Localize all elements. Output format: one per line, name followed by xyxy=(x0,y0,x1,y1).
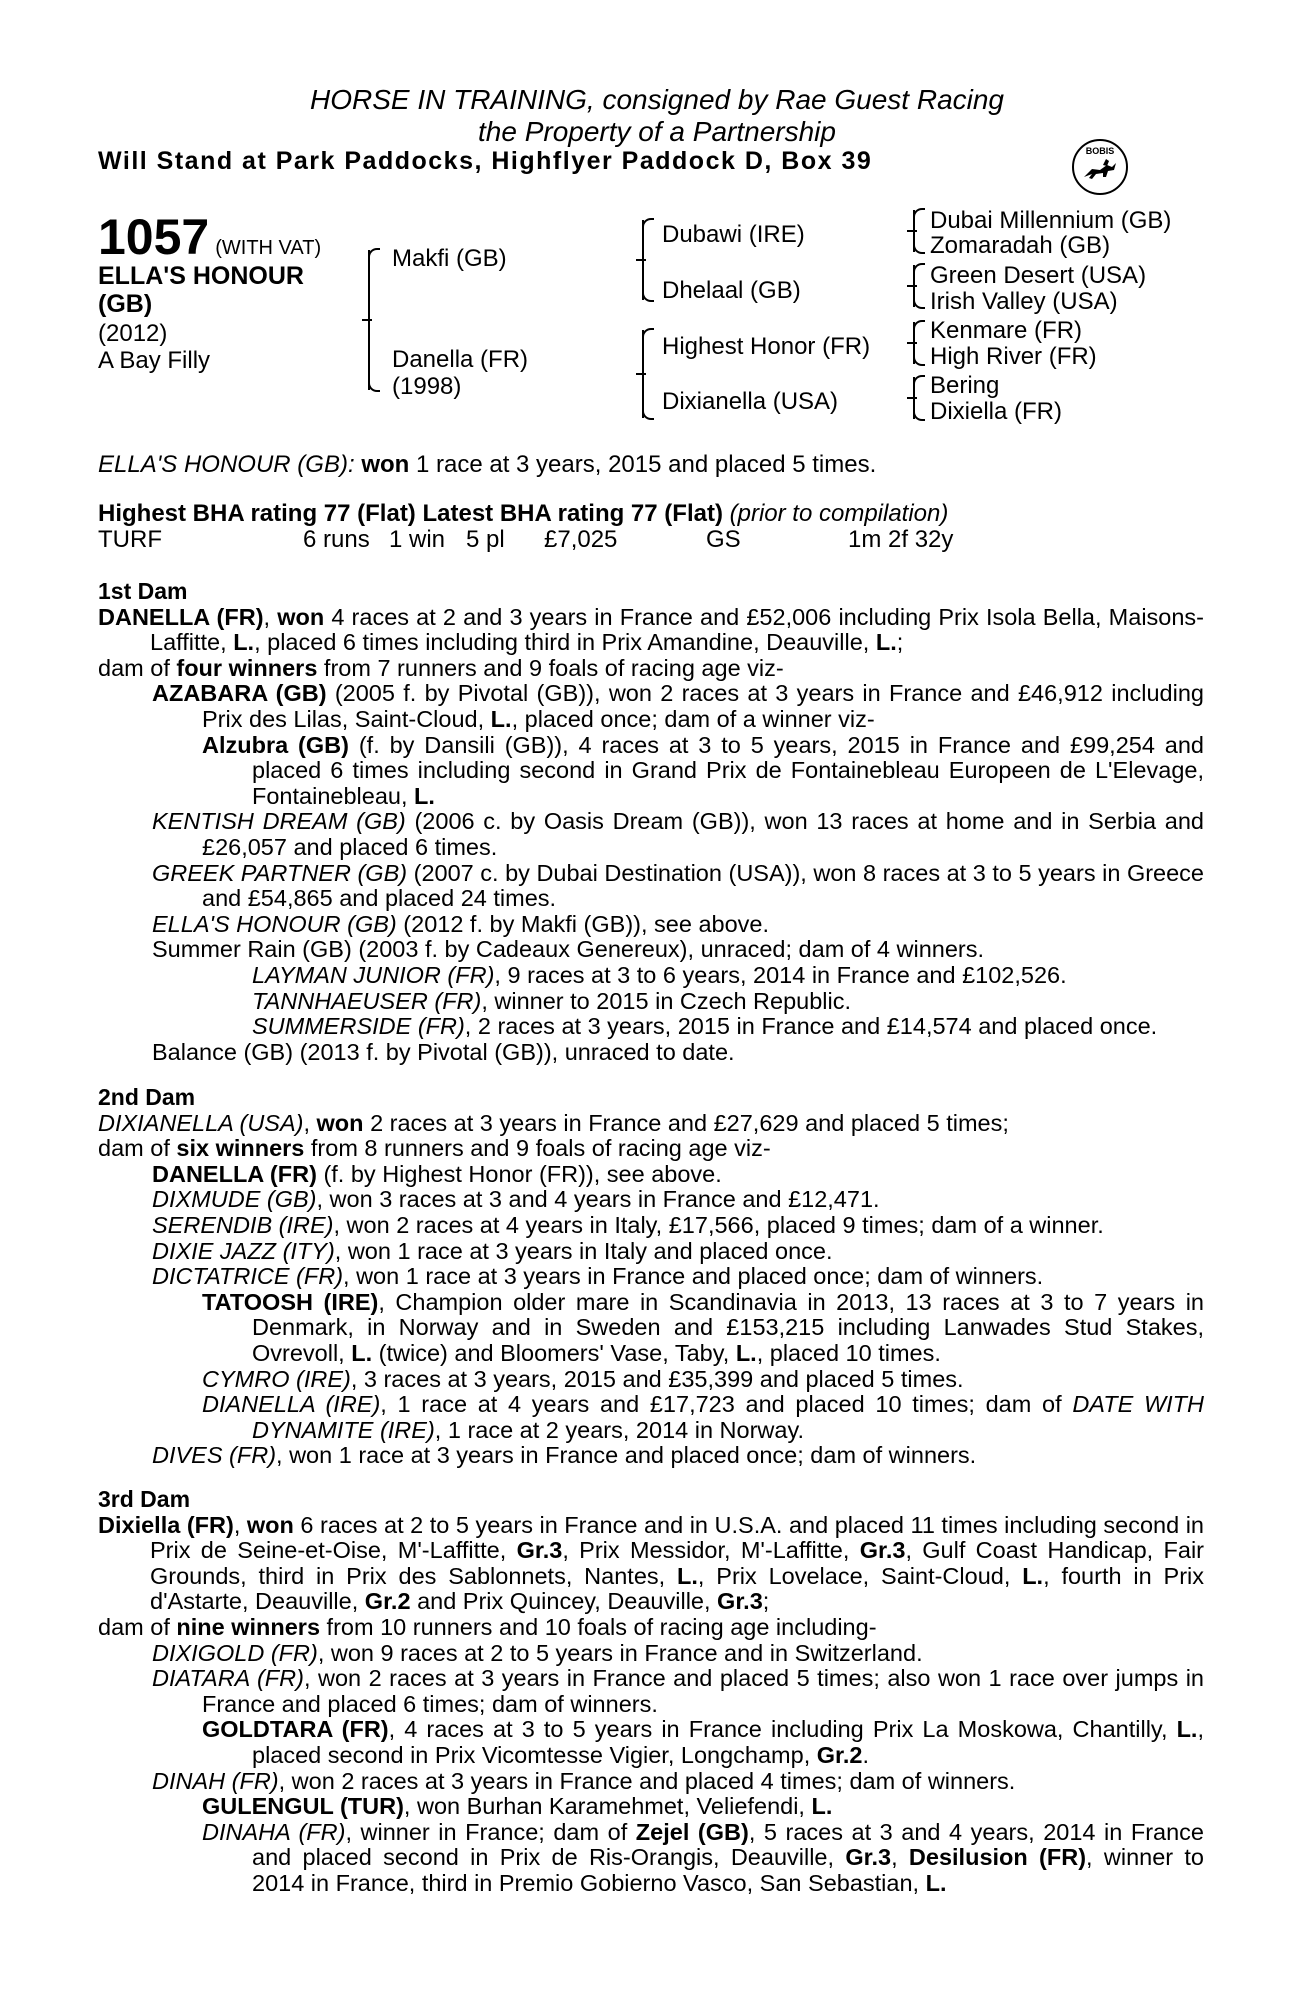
consignor-line: HORSE IN TRAINING, consigned by Rae Guest Racing xyxy=(309,84,1005,115)
produce-alzubra: Alzubra (GB) (f. by Dansili (GB)), 4 races at 3 to 5 years, 2015 in France and £99,254 and placed 6 times including second in Grand Prix de Fontainebleau Europeen de L'Elevage, Fontainebleau, L. xyxy=(202,731,1205,809)
lot-number-value: 1057 xyxy=(98,209,210,265)
produce-ellas-honour: ELLA'S HONOUR (GB) (2012 f. by Makfi (GB)), see above. xyxy=(152,910,770,937)
produce-goldtara: GOLDTARA (FR), 4 races at 3 to 5 years in France including Prix La Moskowa, Chantilly, L., placed second in Prix Vicomtesse Vigier, Longchamp, Gr.2. xyxy=(202,1716,1204,1768)
produce-diatara: DIATARA (FR), won 2 races at 3 years in France and placed 5 times; also won 1 race over jumps in France and placed 6 times; dam of winners. xyxy=(152,1665,1205,1717)
first-dam-heading: 1st Dam xyxy=(98,578,188,604)
horse-name-line1: ELLA'S HONOUR xyxy=(98,262,304,290)
second-dam-heading: 2nd Dam xyxy=(98,1084,196,1110)
horse-name xyxy=(98,262,304,318)
bobis-logo-icon xyxy=(1070,137,1130,197)
horse-description: A Bay Filly xyxy=(98,347,211,374)
pedigree-sire-dam: Dhelaal (GB) xyxy=(662,277,801,304)
form-wins: 1 win xyxy=(389,526,446,553)
pedigree-sire-sire: Dubawi (IRE) xyxy=(662,221,805,248)
first-dam-produce: dam of four winners from 7 runners and 9 foals of racing age viz- xyxy=(98,654,784,681)
form-surface: TURF xyxy=(98,526,162,553)
produce-summer-rain: Summer Rain (GB) (2003 f. by Cadeaux Genereux), unraced; dam of 4 winners. xyxy=(152,936,985,963)
produce-cymro: CYMRO (IRE), 3 races at 3 years, 2015 and £35,399 and placed 5 times. xyxy=(202,1365,964,1392)
rating-note: (prior to compilation) xyxy=(729,500,949,527)
rating-text: Highest BHA rating 77 (Flat) Latest BHA rating 77 (Flat) xyxy=(98,500,723,527)
summary-horse: ELLA'S HONOUR (GB) xyxy=(98,451,348,478)
third-dam-heading: 3rd Dam xyxy=(98,1486,191,1512)
form-row xyxy=(98,527,1204,553)
produce-balance: Balance (GB) (2013 f. by Pivotal (GB)), unraced to date. xyxy=(152,1038,735,1065)
third-dam-entry: Dixiella (FR), won 6 races at 2 to 5 years in France and in U.S.A. and placed 11 times including second in Prix de Seine-et-Oise, M'-Laffitte, Gr.3, Prix Messidor, M'-Laffitte, Gr.3, Gulf Coast Handicap, Fair Grounds, third in Prix des Sablonnets, Nantes, L., Prix Lovelace, Saint-Cloud, L., fourth in Prix d'Astarte, Deauville, Gr.2 and Prix Quincey, Deauville, Gr.3; xyxy=(98,1511,1204,1615)
pedigree-g5: Kenmare (FR) xyxy=(930,317,1083,344)
second-dam-produce: dam of six winners from 8 runners and 9 foals of racing age viz- xyxy=(98,1135,771,1162)
rating-block xyxy=(98,501,1204,553)
pedigree-dam-year: (1998) xyxy=(392,373,462,400)
produce-layman-junior: LAYMAN JUNIOR (FR), 9 races at 3 to 6 years, 2014 in France and £102,526. xyxy=(252,961,1067,988)
form-distance: 1m 2f 32y xyxy=(848,526,954,553)
pedigree-g6: High River (FR) xyxy=(930,343,1097,370)
pedigree-dam-sire: Highest Honor (FR) xyxy=(662,333,871,360)
produce-dives: DIVES (FR), won 1 race at 3 years in France and placed once; dam of winners. xyxy=(152,1442,977,1469)
pedigree-g4: Irish Valley (USA) xyxy=(930,288,1118,315)
property-line: the Property of a Partnership xyxy=(478,116,836,147)
second-dam-section xyxy=(98,1085,1204,1469)
second-dam-entry: DIXIANELLA (USA), won 2 races at 3 years in France and £27,629 and placed 5 times; xyxy=(98,1109,1009,1136)
produce-tannhaeuser: TANNHAEUSER (FR), winner to 2015 in Czech Republic. xyxy=(252,987,852,1014)
third-dam-section xyxy=(98,1487,1204,1897)
pedigree-g2: Zomaradah (GB) xyxy=(930,232,1111,259)
produce-dinah: DINAH (FR), won 2 races at 3 years in France and placed 4 times; dam of winners. xyxy=(152,1767,1016,1794)
pedigree-g8: Dixiella (FR) xyxy=(930,398,1062,425)
produce-gulengul: GULENGUL (TUR), won Burhan Karamehmet, Veliefendi, L. xyxy=(202,1793,833,1820)
produce-serendib: SERENDIB (IRE), won 2 races at 4 years in Italy, £17,566, placed 9 times; dam of a winner. xyxy=(152,1211,1104,1238)
form-going: GS xyxy=(706,526,741,553)
produce-danella: DANELLA (FR) (f. by Highest Honor (FR)), see above. xyxy=(152,1160,722,1187)
produce-dixigold: DIXIGOLD (FR), won 9 races at 2 to 5 years in France and in Switzerland. xyxy=(152,1639,923,1666)
form-placed: 5 pl xyxy=(466,526,505,553)
horse-info xyxy=(98,320,210,374)
form-runs: 6 runs xyxy=(303,526,370,553)
produce-azabara: AZABARA (GB) (2005 f. by Pivotal (GB)), won 2 races at 3 years in France and £46,912 including Prix des Lilas, Saint-Cloud, L., placed once; dam of a winner viz- xyxy=(152,680,1204,732)
pedigree-dam: Danella (FR) xyxy=(392,346,529,373)
pedigree-g1: Dubai Millennium (GB) xyxy=(930,207,1172,234)
produce-dixmude: DIXMUDE (GB), won 3 races at 3 and 4 years in France and £12,471. xyxy=(152,1186,880,1213)
logo-text: BOBIS xyxy=(1085,146,1115,156)
pedigree-sire: Makfi (GB) xyxy=(392,245,507,272)
produce-summerside: SUMMERSIDE (FR), 2 races at 3 years, 2015 in France and £14,574 and placed once. xyxy=(252,1013,1158,1040)
produce-dixie-jazz: DIXIE JAZZ (ITY), won 1 race at 3 years in Italy and placed once. xyxy=(152,1237,833,1264)
foaling-year: (2012) xyxy=(98,320,168,347)
horse-name-line2: (GB) xyxy=(98,290,153,318)
pedigree-g3: Green Desert (USA) xyxy=(930,262,1147,289)
summary-won: won xyxy=(361,451,410,478)
produce-greek-partner: GREEK PARTNER (GB) (2007 c. by Dubai Destination (USA)), won 8 races at 3 to 5 years in Greece and £54,865 and placed 24 times. xyxy=(152,859,1205,912)
third-dam-produce: dam of nine winners from 10 runners and 10 foals of racing age including- xyxy=(98,1613,877,1640)
vat-note: (WITH VAT) xyxy=(215,237,322,259)
race-summary: ELLA'S HONOUR (GB): won 1 race at 3 years, 2015 and placed 5 times. xyxy=(98,451,877,478)
produce-dictatrice: DICTATRICE (FR), won 1 race at 3 years in France and placed once; dam of winners. xyxy=(152,1263,1044,1290)
form-earnings: £7,025 xyxy=(544,526,618,553)
lot-number xyxy=(98,208,321,266)
produce-kentish-dream: KENTISH DREAM (GB) (2006 c. by Oasis Dream (GB)), won 13 races at home and in Serbia and £26,057 and placed 6 times. xyxy=(152,808,1204,860)
location-line: Will Stand at Park Paddocks, Highflyer Paddock D, Box 39 xyxy=(98,147,873,175)
first-dam-entry: DANELLA (FR), won 4 races at 2 and 3 years in France and £52,006 including Prix Isola Bella, Maisons-Laffitte, L., placed 6 times including third in Prix Amandine, Deauville, L.; xyxy=(98,603,1205,656)
summary-text: 1 race at 3 years, 2015 and placed 5 times. xyxy=(415,451,877,478)
pedigree-dam-dam: Dixianella (USA) xyxy=(662,388,839,415)
produce-dianella: DIANELLA (IRE), 1 race at 4 years and £17,723 and placed 10 times; dam of DATE WITH DYNAMITE (IRE), 1 race at 2 years, 2014 in Norway. xyxy=(202,1391,1204,1443)
pedigree-g7: Bering xyxy=(930,372,1000,399)
produce-tatoosh: TATOOSH (IRE), Champion older mare in Scandinavia in 2013, 13 races at 3 to 7 years in Denmark, in Norway and in Sweden and £153,215 including Lanwades Stud Stakes, Ovrevoll, L. (twice) and Bloomers' Vase, Taby, L., placed 10 times. xyxy=(202,1288,1204,1366)
first-dam-section xyxy=(98,579,1204,1065)
produce-dinaha: DINAHA (FR), winner in France; dam of Zejel (GB), 5 races at 3 and 4 years, 2014 in France and placed second in Prix de Ris-Orangis, Deauville, Gr.3, Desilusion (FR), winner to 2014 in France, third in Premio Gobierno Vasco, San Sebastian, L. xyxy=(202,1818,1205,1896)
